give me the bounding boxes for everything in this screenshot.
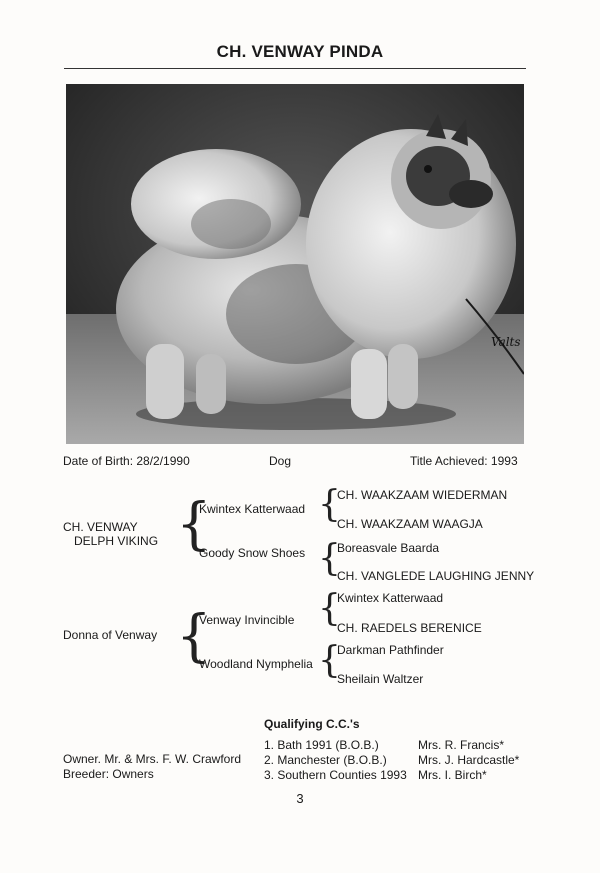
dam-dam: Woodland Nymphelia bbox=[199, 657, 313, 671]
sd-sire: Boreasvale Baarda bbox=[337, 541, 440, 555]
photographer-signature: Valts bbox=[491, 335, 521, 349]
brace-dam: { bbox=[176, 604, 212, 669]
ss-sire: CH. WAAKZAAM WIEDERMAN bbox=[337, 488, 508, 502]
dam-sire: Venway Invincible bbox=[199, 613, 295, 627]
brace-dd: { bbox=[318, 640, 341, 681]
cc-judge: Mrs. R. Francis* bbox=[418, 738, 505, 752]
ss-dam: CH. WAAKZAAM WAAGJA bbox=[337, 517, 483, 531]
dam: Donna of Venway bbox=[63, 628, 158, 642]
cc-show: 3. Southern Counties 1993 bbox=[264, 768, 407, 782]
cc-judge: Mrs. J. Hardcastle* bbox=[418, 753, 520, 767]
brace-sire: { bbox=[176, 492, 212, 557]
dd-sire: Darkman Pathfinder bbox=[337, 643, 444, 657]
sire-sire: Kwintex Katterwaad bbox=[199, 502, 306, 516]
breeder: Breeder: Owners bbox=[63, 767, 154, 781]
dd-dam: Sheilain Waltzer bbox=[337, 672, 424, 686]
sire-dam: Goody Snow Shoes bbox=[199, 546, 306, 560]
date-of-birth: Date of Birth: 28/2/1990 bbox=[63, 454, 190, 468]
sd-dam: CH. VANGLEDE LAUGHING JENNY bbox=[337, 569, 535, 583]
owner: Owner. Mr. & Mrs. F. W. Crawford bbox=[63, 752, 242, 766]
ccs-heading: Qualifying C.C.'s bbox=[264, 717, 360, 731]
page-number: 3 bbox=[296, 791, 304, 806]
title-achieved: Title Achieved: 1993 bbox=[410, 454, 518, 468]
brace-ss: { bbox=[318, 484, 341, 525]
brace-ds: { bbox=[318, 588, 341, 629]
cc-judge: Mrs. I. Birch* bbox=[418, 768, 487, 782]
sire-line-1: CH. VENWAY bbox=[63, 520, 138, 534]
dog-photo bbox=[66, 84, 524, 444]
sire-line-2: DELPH VIKING bbox=[74, 534, 159, 548]
cc-show: 1. Bath 1991 (B.O.B.) bbox=[264, 738, 379, 752]
title-divider bbox=[64, 68, 526, 69]
ds-sire: Kwintex Katterwaad bbox=[337, 591, 444, 605]
ds-dam: CH. RAEDELS BERENICE bbox=[337, 621, 482, 635]
sex: Dog bbox=[269, 454, 292, 468]
page-title: CH. VENWAY PINDA bbox=[216, 42, 384, 61]
cc-show: 2. Manchester (B.O.B.) bbox=[264, 753, 387, 767]
brace-sd: { bbox=[318, 538, 341, 579]
